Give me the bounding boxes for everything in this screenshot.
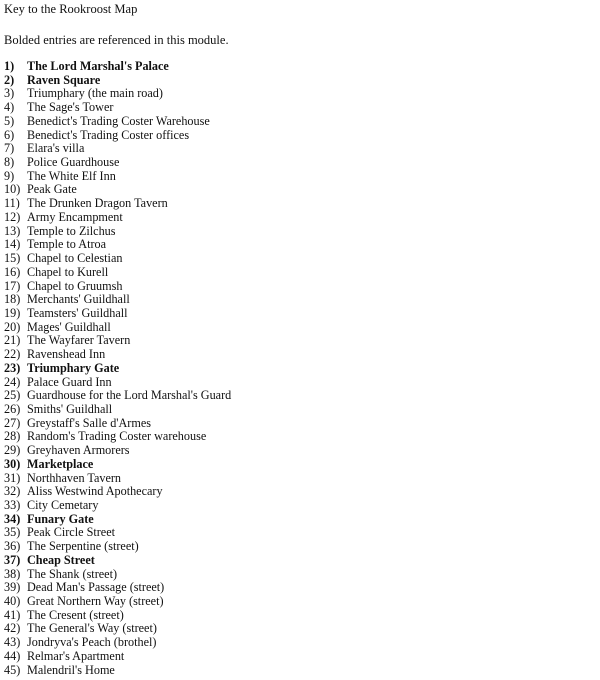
entry-name: Guardhouse for the Lord Marshal's Guard <box>27 388 232 403</box>
entry-name: Temple to Atroa <box>27 237 107 252</box>
entry-number: 13) <box>4 223 21 238</box>
entry-number: 31) <box>4 470 21 485</box>
list-item <box>4 430 596 444</box>
document-note: Bolded entries are referenced in this module. <box>4 33 229 47</box>
list-item <box>4 225 596 239</box>
entry-number: 10) <box>4 182 21 197</box>
entry-number: 39) <box>4 580 21 595</box>
entry-name: Police Guardhouse <box>27 155 120 170</box>
entry-name: Funary Gate <box>27 511 94 526</box>
entry-number: 12) <box>4 209 21 224</box>
entry-name: Benedict's Trading Coster Warehouse <box>27 113 210 128</box>
entry-number: 6) <box>4 127 15 142</box>
entry-name: The Cresent (street) <box>27 607 124 622</box>
list-item <box>4 581 596 595</box>
entry-name: Great Northern Way (street) <box>27 594 164 609</box>
list-item <box>4 540 596 554</box>
list-item <box>4 129 596 143</box>
entry-name: Peak Circle Street <box>27 525 115 540</box>
list-item <box>4 211 596 225</box>
entry-number: 38) <box>4 566 21 581</box>
list-item <box>4 622 596 636</box>
list-item <box>4 321 596 335</box>
entry-name: Random's Trading Coster warehouse <box>27 429 207 444</box>
entry-number: 26) <box>4 401 21 416</box>
entry-name: The Shank (street) <box>27 566 118 581</box>
entry-number: 9) <box>4 168 15 183</box>
list-item <box>4 526 596 540</box>
entry-name: Elara's villa <box>27 141 85 156</box>
entry-number: 18) <box>4 292 21 307</box>
entry-name: The Sage's Tower <box>27 100 114 115</box>
list-item <box>4 485 596 499</box>
entry-number: 1) <box>4 59 15 73</box>
entry-number: 16) <box>4 264 21 279</box>
entry-number: 7) <box>4 141 15 156</box>
list-item <box>4 499 596 513</box>
list-item <box>4 664 596 678</box>
list-item <box>4 348 596 362</box>
entry-number: 23) <box>4 360 21 375</box>
entry-number: 35) <box>4 525 21 540</box>
list-item <box>4 238 596 252</box>
list-item <box>4 389 596 403</box>
entry-number: 19) <box>4 305 21 320</box>
entry-name: Cheap Street <box>27 552 95 567</box>
entry-number: 20) <box>4 319 21 334</box>
list-item <box>4 74 596 88</box>
entry-number: 2) <box>4 72 15 87</box>
list-item <box>4 252 596 266</box>
entry-name: The General's Way (street) <box>27 621 157 636</box>
entry-number: 8) <box>4 155 15 170</box>
list-item <box>4 60 596 74</box>
list-item <box>4 376 596 390</box>
entry-name: City Cemetary <box>27 498 99 512</box>
list-item <box>4 183 596 197</box>
entry-number: 32) <box>4 484 21 499</box>
entry-name: Palace Guard Inn <box>27 374 112 389</box>
entry-name: The Lord Marshal's Palace <box>27 59 169 73</box>
entry-number: 44) <box>4 648 21 663</box>
list-item <box>4 403 596 417</box>
list-item <box>4 458 596 472</box>
entry-name: Triumphary (the main road) <box>27 86 163 101</box>
list-item <box>4 472 596 486</box>
entry-number: 41) <box>4 607 21 622</box>
entry-number: 22) <box>4 347 21 362</box>
entry-name: The Wayfarer Tavern <box>27 333 131 348</box>
entry-number: 37) <box>4 552 21 567</box>
entry-name: Teamsters' Guildhall <box>27 305 128 320</box>
list-item <box>4 650 596 664</box>
entry-number: 17) <box>4 278 21 293</box>
list-item <box>4 362 596 376</box>
list-item <box>4 307 596 321</box>
entry-number: 33) <box>4 498 21 512</box>
entry-number: 11) <box>4 196 20 211</box>
entry-name: Chapel to Gruumsh <box>27 278 123 293</box>
list-item <box>4 293 596 307</box>
entry-name: Greystaff's Salle d'Armes <box>27 415 151 430</box>
entry-number: 30) <box>4 456 21 471</box>
entry-number: 21) <box>4 333 21 348</box>
map-key-list <box>4 60 596 677</box>
entry-name: Chapel to Celestian <box>27 251 123 266</box>
list-item <box>4 417 596 431</box>
entry-number: 42) <box>4 621 21 636</box>
list-item <box>4 595 596 609</box>
entry-name: Peak Gate <box>27 182 77 197</box>
entry-number: 45) <box>4 662 21 677</box>
entry-name: Mages' Guildhall <box>27 319 111 334</box>
list-item <box>4 554 596 568</box>
list-item <box>4 266 596 280</box>
entry-name: Aliss Westwind Apothecary <box>27 484 163 499</box>
entry-number: 5) <box>4 113 15 128</box>
entry-number: 29) <box>4 443 21 458</box>
entry-number: 36) <box>4 539 21 554</box>
entry-number: 3) <box>4 86 15 101</box>
entry-name: Northhaven Tavern <box>27 470 122 485</box>
list-item <box>4 444 596 458</box>
entry-number: 34) <box>4 511 21 526</box>
entry-number: 25) <box>4 388 21 403</box>
list-item <box>4 513 596 527</box>
list-item <box>4 101 596 115</box>
entry-number: 27) <box>4 415 21 430</box>
entry-name: Marketplace <box>27 456 94 471</box>
entry-name: Ravenshead Inn <box>27 347 106 362</box>
list-item <box>4 280 596 294</box>
list-item <box>4 170 596 184</box>
list-item <box>4 636 596 650</box>
entry-name: The White Elf Inn <box>27 168 116 183</box>
entry-name: Dead Man's Passage (street) <box>27 580 165 595</box>
entry-name: The Drunken Dragon Tavern <box>27 196 168 211</box>
entry-name: Army Encampment <box>27 209 123 224</box>
entry-name: The Serpentine (street) <box>27 539 139 554</box>
entry-name: Merchants' Guildhall <box>27 292 130 307</box>
entry-name: Smiths' Guildhall <box>27 401 113 416</box>
list-item <box>4 609 596 623</box>
entry-name: Chapel to Kurell <box>27 264 109 279</box>
entry-number: 15) <box>4 251 21 266</box>
entry-number: 40) <box>4 594 21 609</box>
entry-name: Greyhaven Armorers <box>27 443 130 458</box>
list-item <box>4 156 596 170</box>
entry-name: Triumphary Gate <box>27 360 120 375</box>
entry-name: Relmar's Apartment <box>27 648 125 663</box>
entry-name: Temple to Zilchus <box>27 223 116 238</box>
entry-name: Benedict's Trading Coster offices <box>27 127 190 142</box>
entry-number: 14) <box>4 237 21 252</box>
list-item <box>4 87 596 101</box>
document-page <box>4 2 596 677</box>
entry-number: 4) <box>4 100 15 115</box>
entry-name: Malendril's Home <box>27 662 115 677</box>
entry-number: 43) <box>4 635 21 650</box>
list-item <box>4 334 596 348</box>
list-item <box>4 568 596 582</box>
list-item <box>4 115 596 129</box>
entry-number: 28) <box>4 429 21 444</box>
list-item <box>4 142 596 156</box>
entry-name: Jondryva's Peach (brothel) <box>27 635 157 650</box>
document-title: Key to the Rookroost Map <box>4 2 138 16</box>
list-item <box>4 197 596 211</box>
entry-name: Raven Square <box>27 72 101 87</box>
entry-number: 24) <box>4 374 21 389</box>
